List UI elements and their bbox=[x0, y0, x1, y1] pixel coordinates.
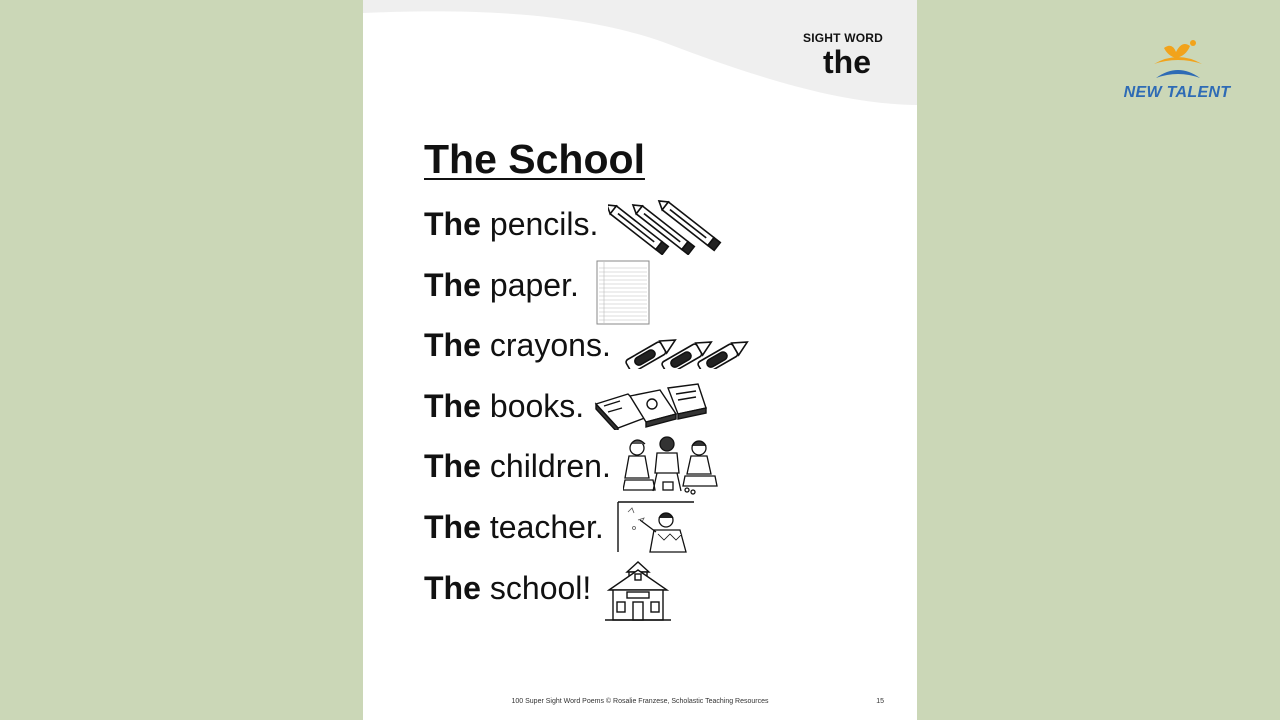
sight-word-the: The bbox=[424, 387, 481, 424]
sight-word-the: The bbox=[424, 508, 481, 545]
worksheet-page bbox=[363, 0, 917, 720]
poem-line-pencils bbox=[424, 199, 726, 249]
paper-icon bbox=[595, 260, 651, 326]
pencils-icon bbox=[608, 193, 726, 255]
new-talent-logo bbox=[1110, 38, 1250, 108]
page-number: 15 bbox=[876, 698, 884, 705]
footer-credit: 100 Super Sight Word Poems © Rosalie Franzese, Scholastic Teaching Resources bbox=[511, 698, 769, 705]
poem-line-teacher bbox=[424, 502, 698, 552]
poem-line-crayons bbox=[424, 320, 761, 370]
sight-word-the: The bbox=[424, 205, 481, 242]
poem-line-school bbox=[424, 563, 671, 613]
line-text: pencils. bbox=[489, 205, 599, 242]
poem-line-children bbox=[424, 441, 721, 491]
school-icon bbox=[605, 560, 671, 622]
logo-text: NEW TALENT bbox=[1123, 84, 1231, 101]
poem-title: The School bbox=[424, 136, 645, 182]
sight-word-the: The bbox=[424, 266, 481, 303]
line-text: books. bbox=[489, 387, 585, 424]
logo-mark-icon bbox=[1110, 38, 1244, 84]
line-text: children. bbox=[489, 447, 611, 484]
sight-word-the: The bbox=[424, 326, 481, 363]
line-text: crayons. bbox=[489, 326, 611, 363]
line-text: paper. bbox=[489, 266, 579, 303]
poem-line-books bbox=[424, 381, 710, 431]
crayons-icon bbox=[621, 321, 761, 369]
children-icon bbox=[623, 436, 721, 496]
poem-line-paper bbox=[424, 260, 651, 310]
sight-word-label: SIGHT WORD bbox=[803, 31, 883, 45]
line-text: teacher. bbox=[489, 508, 604, 545]
teacher-icon bbox=[614, 500, 698, 554]
sight-word: the bbox=[823, 44, 871, 80]
sight-word-the: The bbox=[424, 569, 481, 606]
books-icon bbox=[594, 382, 710, 430]
line-text: school! bbox=[489, 569, 592, 606]
sight-word-the: The bbox=[424, 447, 481, 484]
